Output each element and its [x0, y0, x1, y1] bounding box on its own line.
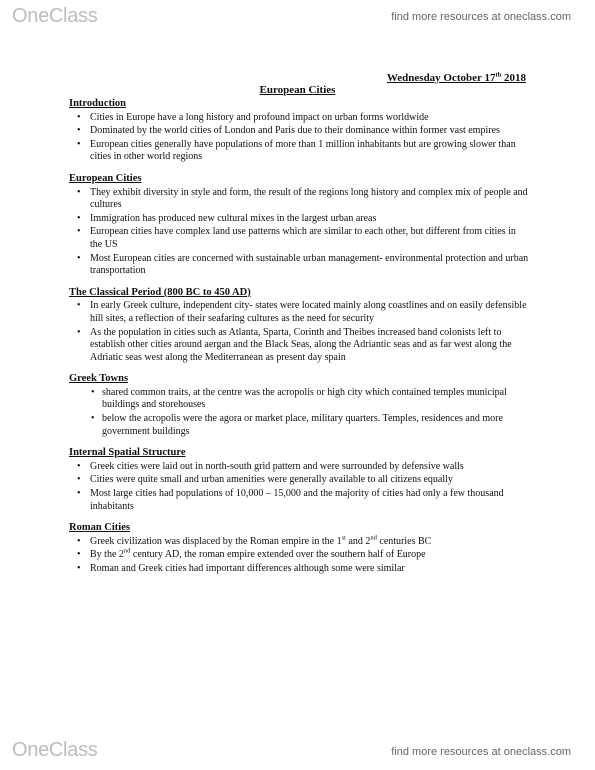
section-roman-cities [69, 522, 529, 575]
bullet-list [69, 112, 529, 164]
section-heading: European Cities [69, 172, 142, 184]
text-run: By the 2 [90, 549, 124, 561]
list-item: • shared common traits, at the centre was the acropolis or high city which contained temples municipal buildings and storehouses [69, 387, 529, 412]
document-date [387, 72, 526, 84]
section-heading: Internal Spatial Structure [69, 447, 186, 459]
section-classical-period [69, 287, 529, 365]
document-title: European Cities [259, 84, 336, 96]
oneclass-logo[interactable]: OneClass [12, 5, 98, 27]
list-item: • European cities have complex land use patterns which are similar to each other, but different from cities in the US [69, 226, 529, 251]
text-run: Greek civilization was displaced by the Roman empire in the 1 [90, 535, 342, 547]
text-run: century AD, the roman empire extended over the southern half of Europe [130, 549, 426, 561]
section-introduction [69, 98, 529, 164]
footer-bar [0, 733, 595, 770]
list-item: • Immigration has produced new cultural mixes in the largest urban areas [69, 213, 529, 226]
list-item: • below the acropolis were the agora or market place, military quarters. Temples, residences and more government buildings [69, 413, 529, 438]
list-item: • As the population in cities such as Atlanta, Sparta, Corinth and Theibes increased band colonists left to establish other cities around aergan and the Black Seas, along the Adriantic seas and as far west along the Adriatic seas west along the Mediterranean as present day spain [69, 327, 529, 365]
date-text: Wednesday October 17 [386, 72, 496, 84]
section-european-cities [69, 173, 529, 278]
list-item: • Greek cities were laid out in north-south grid pattern and were surrounded by defensive walls [69, 461, 529, 474]
header-resources-link[interactable]: find more resources at oneclass.com [391, 11, 571, 23]
section-heading: The Classical Period (800 BC to 450 AD) [69, 286, 251, 298]
list-item: • Roman and Greek cities had important differences although some were similar [69, 563, 529, 576]
list-item [69, 549, 529, 562]
list-item: • They exhibit diversity in style and form, the result of the regions long history and complex mix of people and cultures [69, 187, 529, 212]
bullet-list [69, 300, 529, 364]
superscript: nd [123, 548, 131, 556]
list-item: • European cities generally have populations of more than 1 million inhabitants but are growing slower than cities in other world regions [69, 139, 529, 164]
document-body [69, 98, 529, 577]
list-item: • Cities were quite small and urban amenities were generally available to all citizens equally [69, 474, 529, 487]
section-heading: Introduction [69, 98, 126, 109]
date-superscript: th [495, 71, 502, 79]
superscript: nd [370, 534, 377, 542]
bullet-list [69, 187, 529, 278]
footer-resources-link[interactable]: find more resources at oneclass.com [391, 746, 571, 758]
list-item: • Most European cities are concerned with sustainable urban management- environmental protection and urban transportation [69, 253, 529, 278]
list-item: • Dominated by the world cities of London and Paris due to their dominance within former vast empires [69, 125, 529, 138]
header-bar [0, 0, 595, 36]
list-item: • Cities in Europe have a long history and profound impact on urban forms worldwide [69, 112, 529, 125]
list-item: • Most large cities had populations of 10,000 – 15,000 and the majority of cities had only a few thousand inhabitants [69, 488, 529, 513]
section-heading: Roman Cities [69, 522, 130, 534]
bullet-list [69, 536, 529, 576]
text-run: centuries BC [376, 535, 432, 547]
bullet-list [69, 387, 529, 438]
section-heading: Greek Towns [69, 373, 129, 385]
list-item: • In early Greek culture, independent city- states were located mainly along coastlines and on easily defensible hill sites, a reflection of their seafaring cultures as the need for security [69, 300, 529, 325]
text-run: and 2 [345, 535, 371, 547]
bullet-list [69, 461, 529, 513]
oneclass-logo[interactable]: OneClass [12, 739, 98, 761]
section-greek-towns [69, 373, 529, 438]
date-year: 2018 [501, 72, 526, 84]
section-internal-spatial-structure [69, 447, 529, 513]
superscript: st [341, 534, 346, 542]
list-item [69, 536, 529, 549]
